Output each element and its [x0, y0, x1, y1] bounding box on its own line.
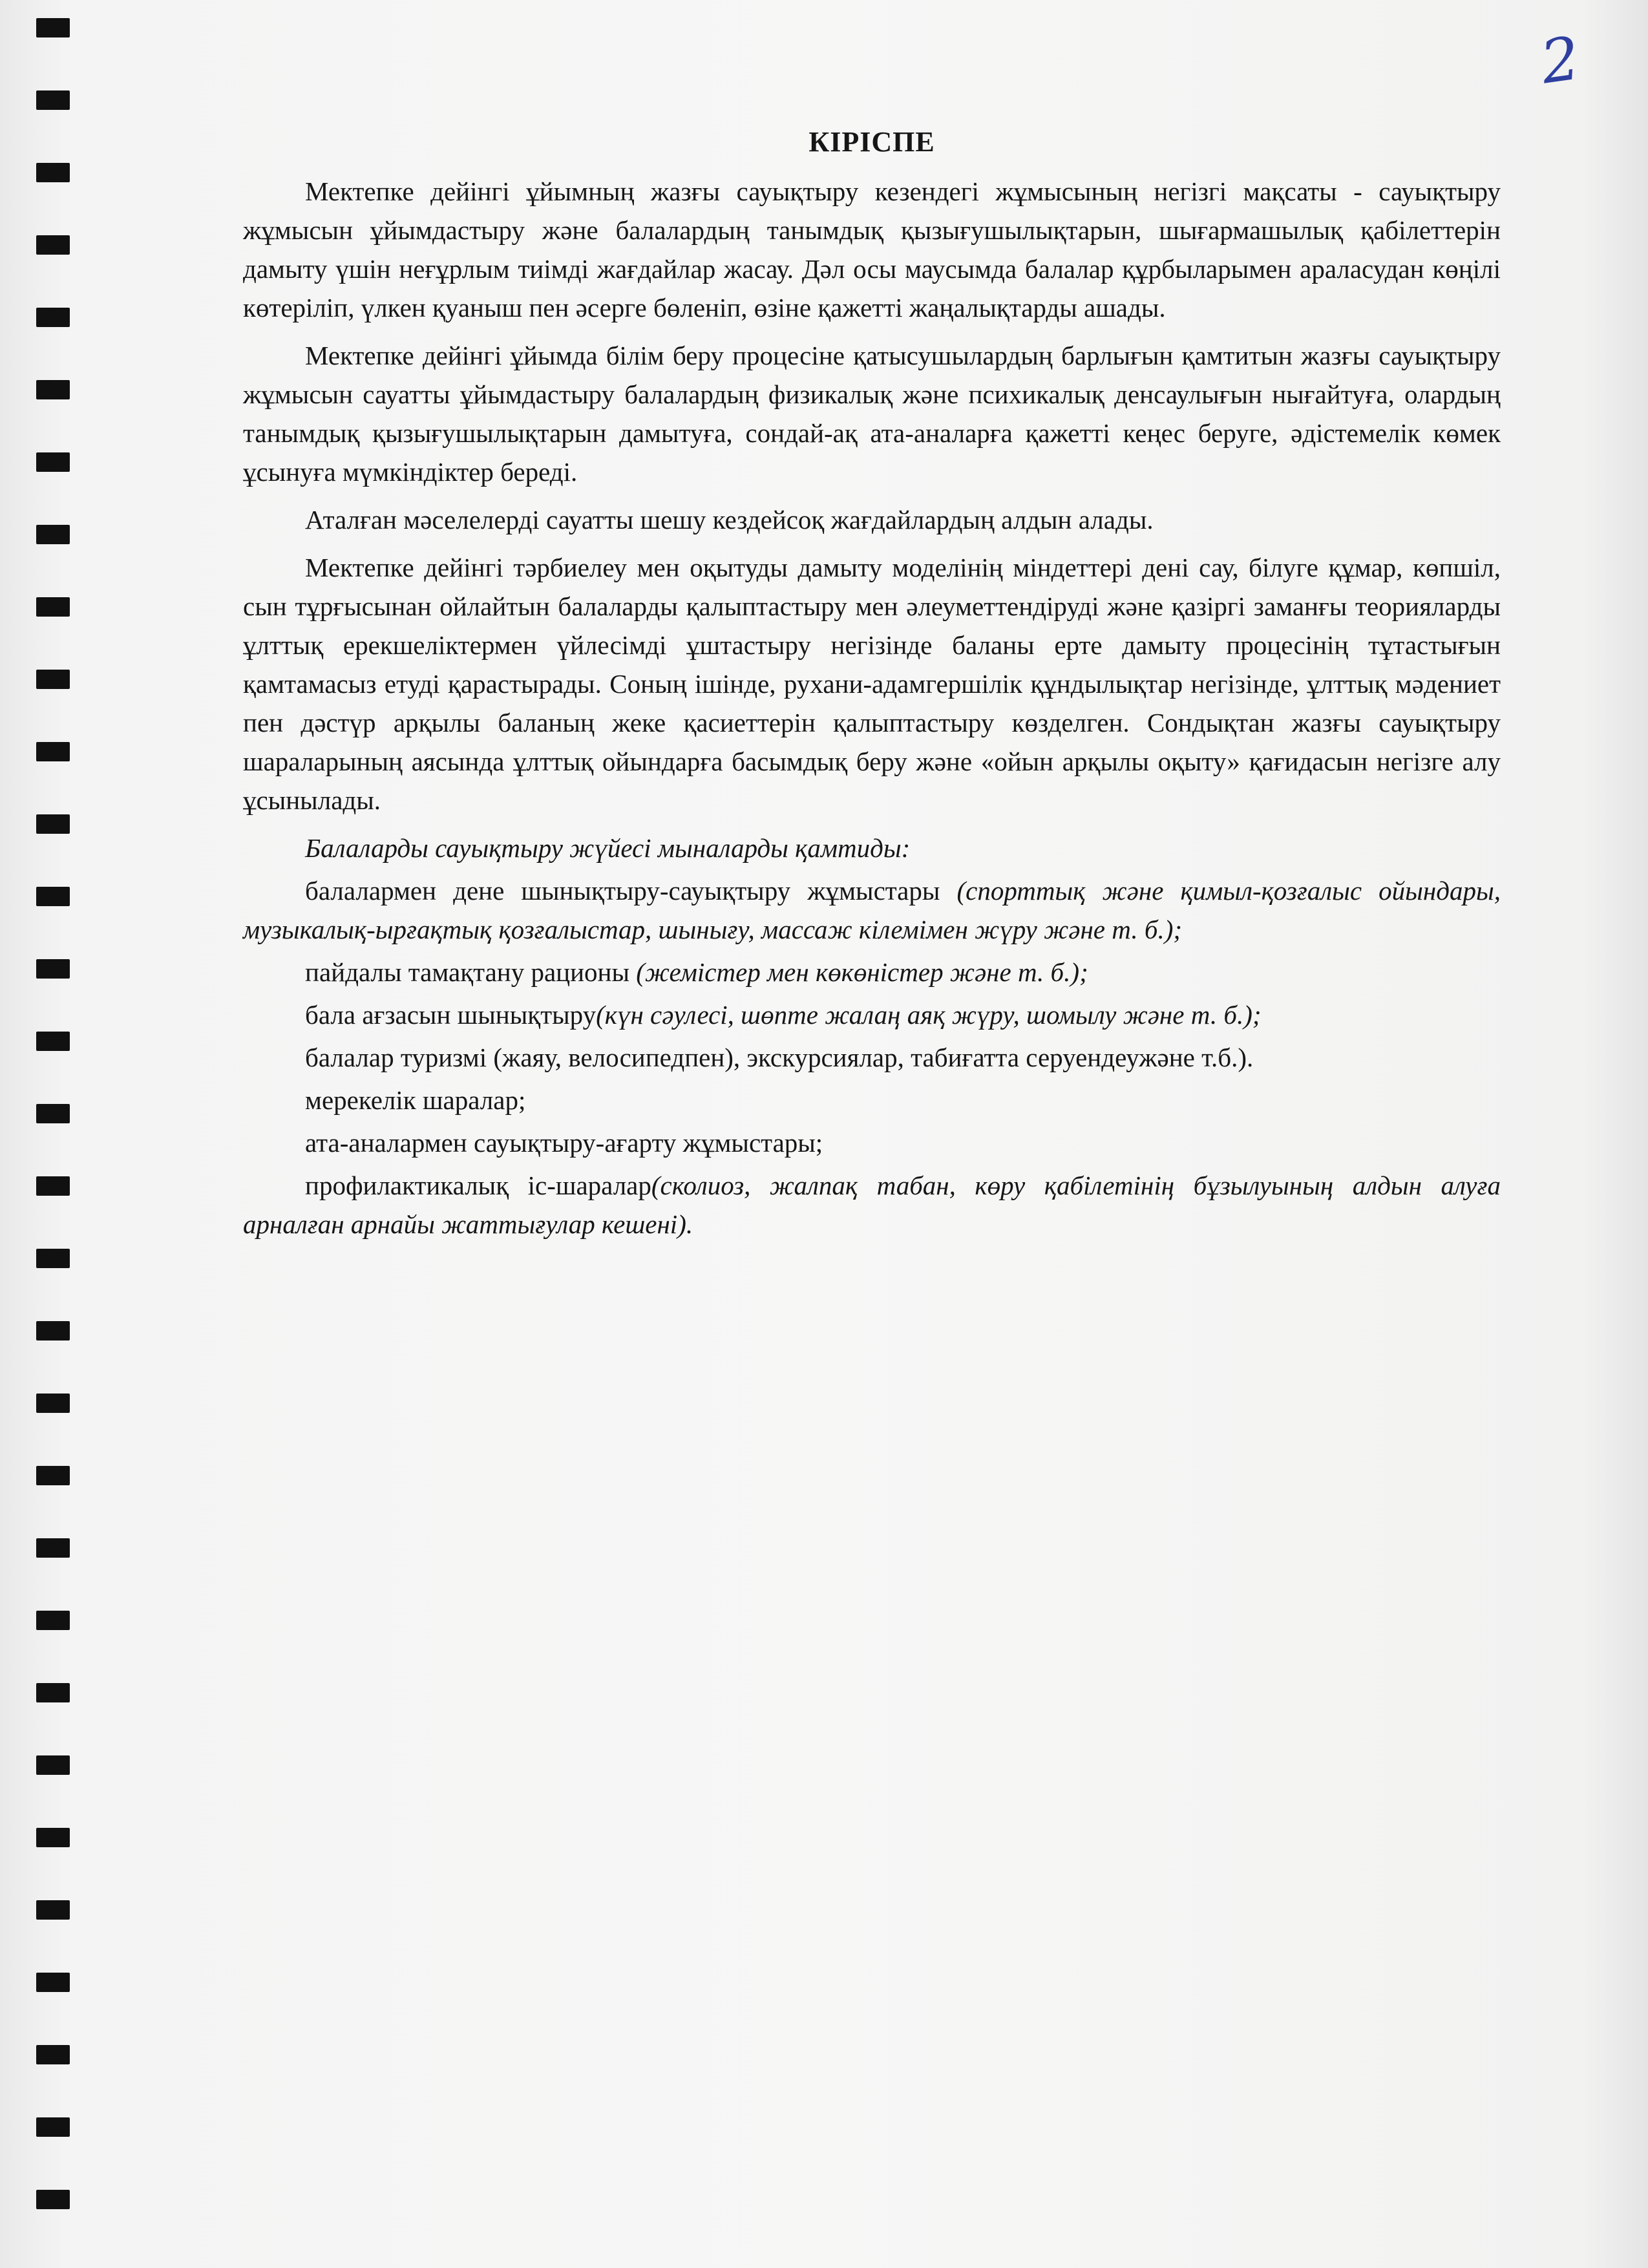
item-text: профилактикалық іс-шаралар	[305, 1171, 651, 1200]
document-body	[243, 123, 1501, 1247]
item-text: бала ағзасын шынықтыру	[305, 1000, 597, 1030]
item-text: ата-аналармен сауықтыру-ағарту жұмыстары;	[305, 1128, 823, 1158]
paragraph: Аталған мәселелерді сауатты шешу кездейсоқ жағдайлардың алдын алады.	[305, 505, 1154, 535]
paragraph: Мектепке дейінгі тәрбиелеу мен оқытуды дамыту моделінің міндеттері дені сау, білуге құмар, көпшіл, сын тұрғысынан ойлайтын балаларды қалыптастыру мен әлеуметтендіруді және қазіргі заманғы теорияларды ұлттық ерекшеліктермен үйлесімді ұштастыру негізінде баланы ерте дамыту процесінің тұтастығын қамтамасыз етуді қарастырады. Соның ішінде, рухани-адамгершілік құндылықтар негізінде, ұлттық мәдениет пен дәстүр арқылы баланың жеке қасиеттерін қалыптастыру көзделген. Сондықтан жазғы сауықтыру шараларының аясында ұлттық ойындарға басымдық беру және «ойын арқылы оқыту» қағидасын негізге алу ұсынылады.	[243, 553, 1501, 815]
handwritten-page-number: 2	[1536, 23, 1584, 98]
list-item	[243, 1038, 1501, 1077]
list-item	[243, 1081, 1501, 1119]
item-note: (сколиоз, жалпақ табан, көру қабілетінің бұзылуының алдын алуға арналған арнайы жаттығулар кешені).	[243, 1171, 1501, 1239]
item-note: (спорттық және қимыл-қозғалыс ойындары, музыкалық-ырғақтық қозғалыстар, шынығу, массаж кілемімен жүру және т. б.);	[243, 876, 1501, 944]
item-text: пайдалы тамақтану рационы	[305, 957, 637, 987]
spiral-binding	[0, 0, 45, 2268]
item-note: (күн сәулесі, шөпте жалаң аяқ жүру, шомылу және т. б.);	[596, 1000, 1262, 1030]
health-system-list	[243, 871, 1501, 1244]
item-text: балалар туризмі (жаяу, велосипедпен), экскурсиялар, табиғатта серуендеужәне т.б.).	[305, 1043, 1254, 1072]
item-note: (жемістер мен көкөністер және т. б.);	[636, 957, 1088, 987]
list-item	[243, 953, 1501, 991]
list-item	[243, 1166, 1501, 1244]
list-item	[243, 1123, 1501, 1162]
list-intro: Балаларды сауықтыру жүйесі мыналарды қамтиды:	[305, 833, 911, 863]
paragraph: Мектепке дейінгі ұйымда білім беру процесіне қатысушылардың барлығын қамтитын жазғы сауықтыру жұмысын сауатты ұйымдастыру балалардың физикалық және психикалық денсаулығын нығайтуға, олардың танымдық қызығушылықтарын дамытуға, сондай-ақ ата-аналарға қажетті кеңес беруге, әдістемелік көмек ұсынуға мүмкіндіктер береді.	[243, 341, 1501, 487]
list-item	[243, 871, 1501, 949]
page-title: КІРІСПЕ	[808, 126, 935, 158]
paragraph: Мектепке дейінгі ұйымның жазғы сауықтыру кезендегі жұмысының негізгі мақсаты - сауықтыру жұмысын ұйымдастыру және балалардың танымдық қызығушылықтарын, шығармашылық қабілеттерін дамыту үшін неғұрлым тиімді жағдайлар жасау. Дәл осы маусымда балалар құрбыларымен араласудан көңілі көтеріліп, үлкен қуаныш пен әсерге бөленіп, өзіне қажетті жаңалықтарды ашады.	[243, 176, 1501, 323]
list-item	[243, 995, 1501, 1034]
item-text: мерекелік шаралар;	[305, 1085, 526, 1115]
item-text: балалармен дене шынықтыру-сауықтыру жұмыстары	[305, 876, 957, 906]
